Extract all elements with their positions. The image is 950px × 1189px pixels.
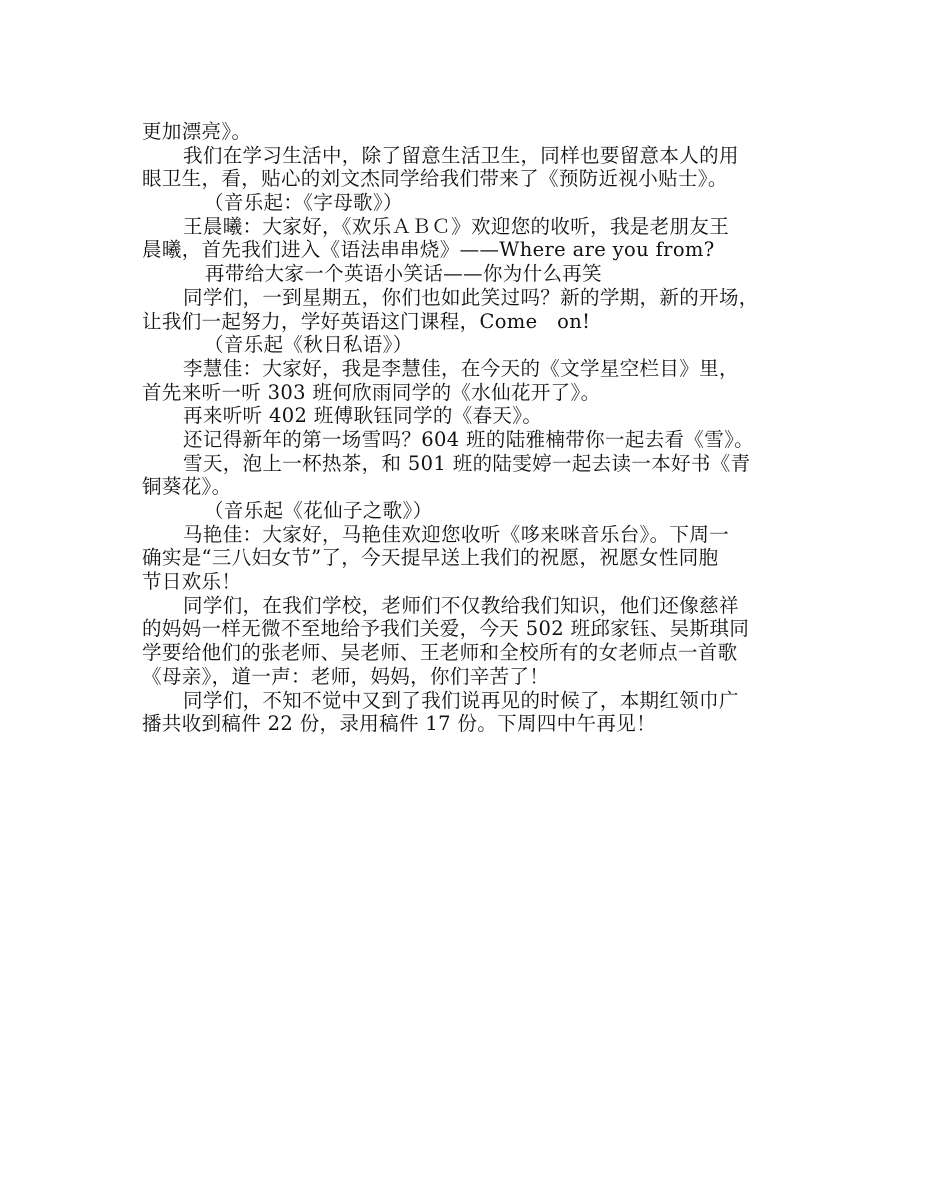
- paragraph-start-line: 雪天，泡上一杯热茶，和 501 班的陆雯婷一起去读一本好书《青: [183, 451, 751, 475]
- text-line: 播共收到稿件 22 份，录用稿件 17 份。下周四中午再见！: [142, 712, 656, 736]
- paragraph-start-line: 同学们，在我们学校，老师们不仅教给我们知识，他们还像慈祥: [183, 593, 739, 617]
- text-line: 的妈妈一样无微不至地给予我们关爱，今天 502 班邱家钰、吴斯琪同: [142, 617, 750, 641]
- text-line: 首先来听一听 303 班何欣雨同学的《水仙花开了》。: [142, 380, 601, 404]
- text-line: 节日欢乐！: [142, 570, 242, 594]
- speaker-line: 马艳佳：大家好，马艳佳欢迎您收听《哆来咪音乐台》。下周一: [183, 522, 730, 546]
- text-line: 确实是“三八妇女节”了，今天提早送上我们的祝愿，祝愿女性同胞: [142, 546, 719, 570]
- paragraph-start-line: 同学们，不知不觉中又到了我们说再见的时候了，本期红领巾广: [183, 688, 739, 712]
- document-body: [142, 120, 822, 736]
- text-line: 《母亲》，道一声：老师，妈妈，你们辛苦了！: [142, 664, 550, 688]
- text-line: 眼卫生，看，贴心的刘文杰同学给我们带来了《预防近视小贴士》。: [142, 167, 728, 191]
- paragraph-start-line: 再带给大家一个英语小笑话——你为什么再笑: [205, 262, 603, 286]
- music-cue-line: （音乐起：《字母歌》）: [204, 191, 403, 215]
- speaker-line: 李慧佳：大家好，我是李慧佳，在今天的《文学星空栏目》里，: [183, 356, 739, 380]
- music-cue-line: （音乐起《花仙子之歌》）: [204, 499, 433, 522]
- text-line: 让我们一起努力，学好英语这门课程，Come on!: [142, 309, 591, 333]
- paragraph-start-line: 再来听听 402 班傅耿钰同学的《春天》。: [183, 404, 543, 428]
- text-line: 晨曦，首先我们进入《语法串串烧》——Where are you from?: [142, 238, 715, 262]
- paragraph-start-line: 还记得新年的第一场雪吗？604 班的陆雅楠带你一起去看《雪》。: [183, 427, 755, 451]
- music-cue-line: （音乐起《秋日私语》）: [204, 333, 413, 357]
- speaker-line: 王晨曦：大家好，《欢乐ＡＢＣ》欢迎您的收听，我是老朋友王: [183, 214, 730, 238]
- paragraph-start-line: 同学们，一到星期五，你们也如此笑过吗？新的学期，新的开场，: [183, 285, 759, 309]
- paragraph-start-line: 我们在学习生活中，除了留意生活卫生，同样也要留意本人的用: [183, 143, 739, 167]
- text-line: 铜葵花》。: [142, 475, 232, 499]
- text-line: 更加漂亮》。: [142, 120, 252, 143]
- text-line: 学要给他们的张老师、吴老师、王老师和全校所有的女老师点一首歌: [142, 641, 738, 665]
